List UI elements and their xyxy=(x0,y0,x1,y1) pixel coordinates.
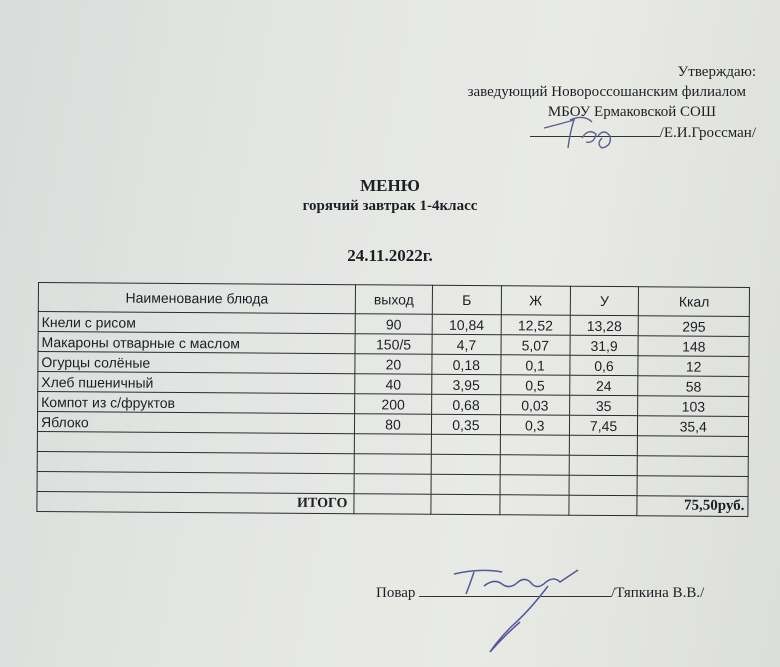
dish-kcal: 295 xyxy=(639,316,750,337)
dish-fats: 5,07 xyxy=(501,335,570,355)
dish-proteins: 0,68 xyxy=(432,394,501,414)
cook-name: /Тяпкина В.В./ xyxy=(611,585,705,601)
dish-fats: 0,1 xyxy=(501,355,570,375)
dish-output: 80 xyxy=(354,414,431,435)
dish-fats: 0,5 xyxy=(501,375,570,395)
dish-carbs: 24 xyxy=(569,375,638,395)
director-name: /Е.И.Гроссман/ xyxy=(659,125,756,141)
dish-carbs: 13,28 xyxy=(570,315,639,335)
menu-date: 24.11.2022г. xyxy=(347,246,433,265)
dish-fats: 12,52 xyxy=(501,315,570,335)
dish-kcal: 148 xyxy=(638,336,749,357)
dish-output: 200 xyxy=(355,394,432,415)
dish-name: Кнели с рисом xyxy=(38,312,355,334)
dish-carbs: 0,6 xyxy=(570,355,639,375)
approval-school: МБОУ Ермаковской СОШ xyxy=(547,104,716,120)
dish-name: Компот из с/фруктов xyxy=(38,392,355,414)
menu-table xyxy=(36,282,750,517)
dish-name: Макароны отварные с маслом xyxy=(38,332,355,354)
dish-name: Хлеб пшеничный xyxy=(38,372,355,394)
approval-signature-line xyxy=(468,122,756,143)
dish-proteins: 0,18 xyxy=(432,354,501,374)
dish-carbs: 35 xyxy=(569,395,638,415)
approval-position: заведующий Новороссошанским филиалом xyxy=(467,84,746,100)
dish-output: 150/5 xyxy=(355,334,432,355)
approval-heading: Утверждаю: xyxy=(677,64,756,80)
dish-kcal: 103 xyxy=(638,396,749,417)
cook-signature xyxy=(440,560,590,660)
col-output: выход xyxy=(355,285,432,315)
col-dish-name: Наименование блюда xyxy=(38,283,355,314)
document-subtitle: горячий завтрак 1-4класс xyxy=(302,198,478,214)
total-row xyxy=(37,491,748,516)
total-value: 75,50руб. xyxy=(637,496,748,517)
col-fats: Ж xyxy=(501,286,570,315)
document-title: МЕНЮ xyxy=(360,176,420,195)
dish-proteins: 3,95 xyxy=(432,374,501,394)
dish-carbs: 7,45 xyxy=(569,415,638,435)
cook-signature-blank xyxy=(419,582,611,597)
col-proteins: Б xyxy=(432,285,501,314)
dish-proteins: 4,7 xyxy=(432,334,501,354)
col-kcal: Ккал xyxy=(639,287,750,317)
dish-kcal: 12 xyxy=(638,356,749,377)
dish-fats: 0,3 xyxy=(500,415,569,435)
dish-output: 90 xyxy=(355,314,432,335)
dish-kcal: 58 xyxy=(638,376,749,397)
dish-name: Яблоко xyxy=(37,412,354,434)
dish-proteins: 10,84 xyxy=(432,314,501,334)
dish-proteins: 0,35 xyxy=(431,414,500,434)
dish-output: 20 xyxy=(355,354,432,375)
dish-carbs: 31,9 xyxy=(570,335,639,355)
total-label: ИТОГО xyxy=(37,491,354,513)
dish-kcal: 35,4 xyxy=(638,416,749,437)
dish-fats: 0,03 xyxy=(500,395,569,415)
cook-label: Повар xyxy=(376,585,416,601)
cook-signature-block xyxy=(376,582,704,602)
director-signature-blank xyxy=(530,122,660,137)
dish-output: 40 xyxy=(355,374,432,395)
approval-block xyxy=(468,62,756,143)
col-carbs: У xyxy=(570,286,639,315)
dish-name: Огурцы солёные xyxy=(38,352,355,374)
